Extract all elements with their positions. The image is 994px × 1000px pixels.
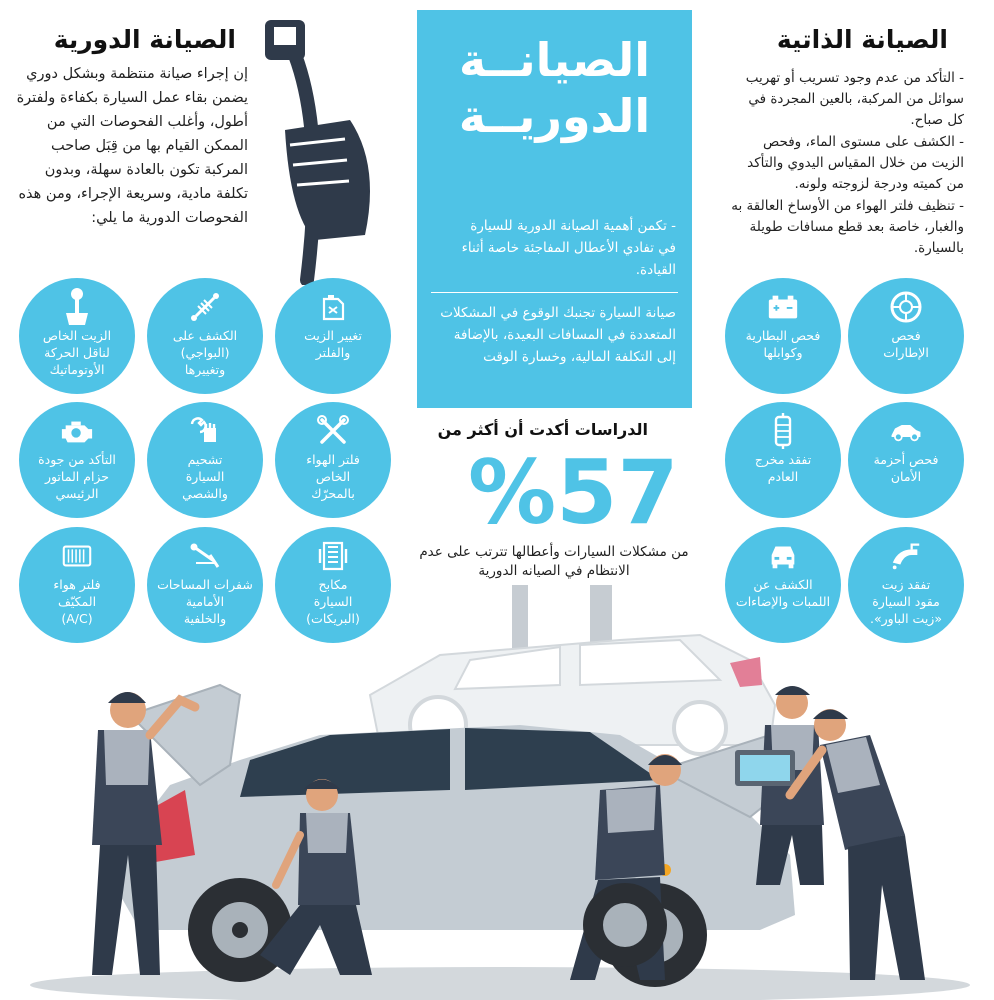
car-service-scene [0, 585, 994, 1000]
circle-lubrication [147, 402, 263, 518]
wrench-fist-illustration [255, 15, 385, 285]
car-lights-icon [766, 539, 800, 573]
right-bullet-2: - الكشف على مستوى الماء، وفحص الزيت من خلال المقياس اليدوي والتأكد من كميته ودرجة لزوجته ولونه. [747, 134, 964, 192]
ac-unit-icon [60, 539, 94, 573]
left-section-title: الصيانة الدورية [53, 25, 236, 54]
circle-label: شفرات المساحات الأمامية والخلفية [157, 577, 253, 626]
gear-shift-icon [60, 290, 94, 324]
shock-absorber-icon [188, 290, 222, 324]
banner-divider [431, 292, 678, 293]
circle-transmission-oil [19, 278, 135, 394]
circle-label: الزيت الخاص لناقل الحركة الأوتوماتيك [42, 328, 112, 377]
exhaust-icon [766, 414, 800, 448]
right-bullet-3: - تنظيف فلتر الهواء من الأوساخ العالقة به والغبار، خاصة بعد قطع مسافات طويلة بالسيارة. [731, 198, 964, 256]
circle-battery [725, 278, 841, 394]
right-section-title: الصيانة الذاتية [776, 25, 948, 54]
tools-icon [316, 414, 350, 448]
circle-label: تفقد زيت مقود السيارة «زيت الباور». [870, 577, 942, 626]
circle-engine-belt [19, 402, 135, 518]
left-section-paragraph: إن إجراء صيانة منتظمة وبشكل دوري يضمن بقاء عمل السيارة بكفاءة ولفترة أطول، وأغلب الفحوصات التي من الممكن القيام بها من قِبَل صاحب المركبة تكون بالعادة سهلة، وبدون تكلفة مادية، وسريعة الإجراء، ومن هذه الفحوصات الدورية ما يلي: [16, 66, 248, 226]
battery-icon [766, 290, 800, 324]
circle-label: التأكد من جودة حزام الماتور الرئيسي [38, 452, 116, 501]
circle-label: الكشف على (البواجي) وتغييرها [172, 328, 238, 377]
circle-label: فلتر هواء المكيّف (A/C) [53, 577, 101, 626]
center-banner [417, 10, 692, 408]
banner-text-importance: - تكمن أهمية الصيانة الدورية للسيارة في تفادي الأعطال المفاجئة خاصة أثناء القيادة. [461, 218, 676, 278]
banner-title-line2: الدوريــة [458, 89, 651, 143]
fuel-nozzle-icon [889, 539, 923, 573]
engine-icon [60, 414, 94, 448]
circle-engine-air-filter [275, 402, 391, 518]
circle-label: تفقد مخرج العادم [754, 452, 812, 484]
circle-exhaust [725, 402, 841, 518]
circle-spark-plugs [147, 278, 263, 394]
brake-pad-icon [316, 539, 350, 573]
tire-icon [889, 290, 923, 324]
circle-seatbelts [848, 402, 964, 518]
circle-tires [848, 278, 964, 394]
circle-label: فحص البطارية وكوابلها [745, 328, 821, 360]
oil-can-icon [316, 290, 350, 324]
right-bullet-1: - التأكد من عدم وجود تسريب أو تهريب سوائل من المركبة، بالعين المجردة في كل صباح. [745, 70, 964, 128]
circle-label: فلتر الهواء الخاص بالمحرّك [306, 452, 360, 501]
circle-oil-change [275, 278, 391, 394]
wiper-icon [188, 539, 222, 573]
circle-label: فحص الإطارات [883, 328, 929, 360]
circle-label: تغيير الزيت والفلتر [304, 328, 362, 360]
stat-heading: الدراسات أكدت أن أكثر من [437, 420, 648, 439]
wrench-hand-icon [188, 414, 222, 448]
banner-text-benefits: صيانة السيارة تجنبك الوقوع في المشكلات المتعددة في المسافات البعيدة، بالإضافة إلى التكلفة المالية، وخسارة الوقت [440, 305, 676, 365]
car-icon [889, 414, 923, 448]
circle-label: فحص أحزمة الأمان [873, 452, 939, 484]
circle-label: تشحيم السيارة والشصي [182, 452, 228, 501]
banner-title-line1: الصيانــة [458, 33, 651, 87]
stat-value: %57 [468, 441, 679, 544]
circle-label: مكابح السيارة (البريكات) [306, 577, 360, 626]
circle-label: الكشف عن اللمبات والإضاءات [735, 577, 831, 609]
stat-subtext: من مشكلات السيارات وأعطالها تترتب على عدم الانتظام في الصيانه الدورية [419, 544, 689, 579]
